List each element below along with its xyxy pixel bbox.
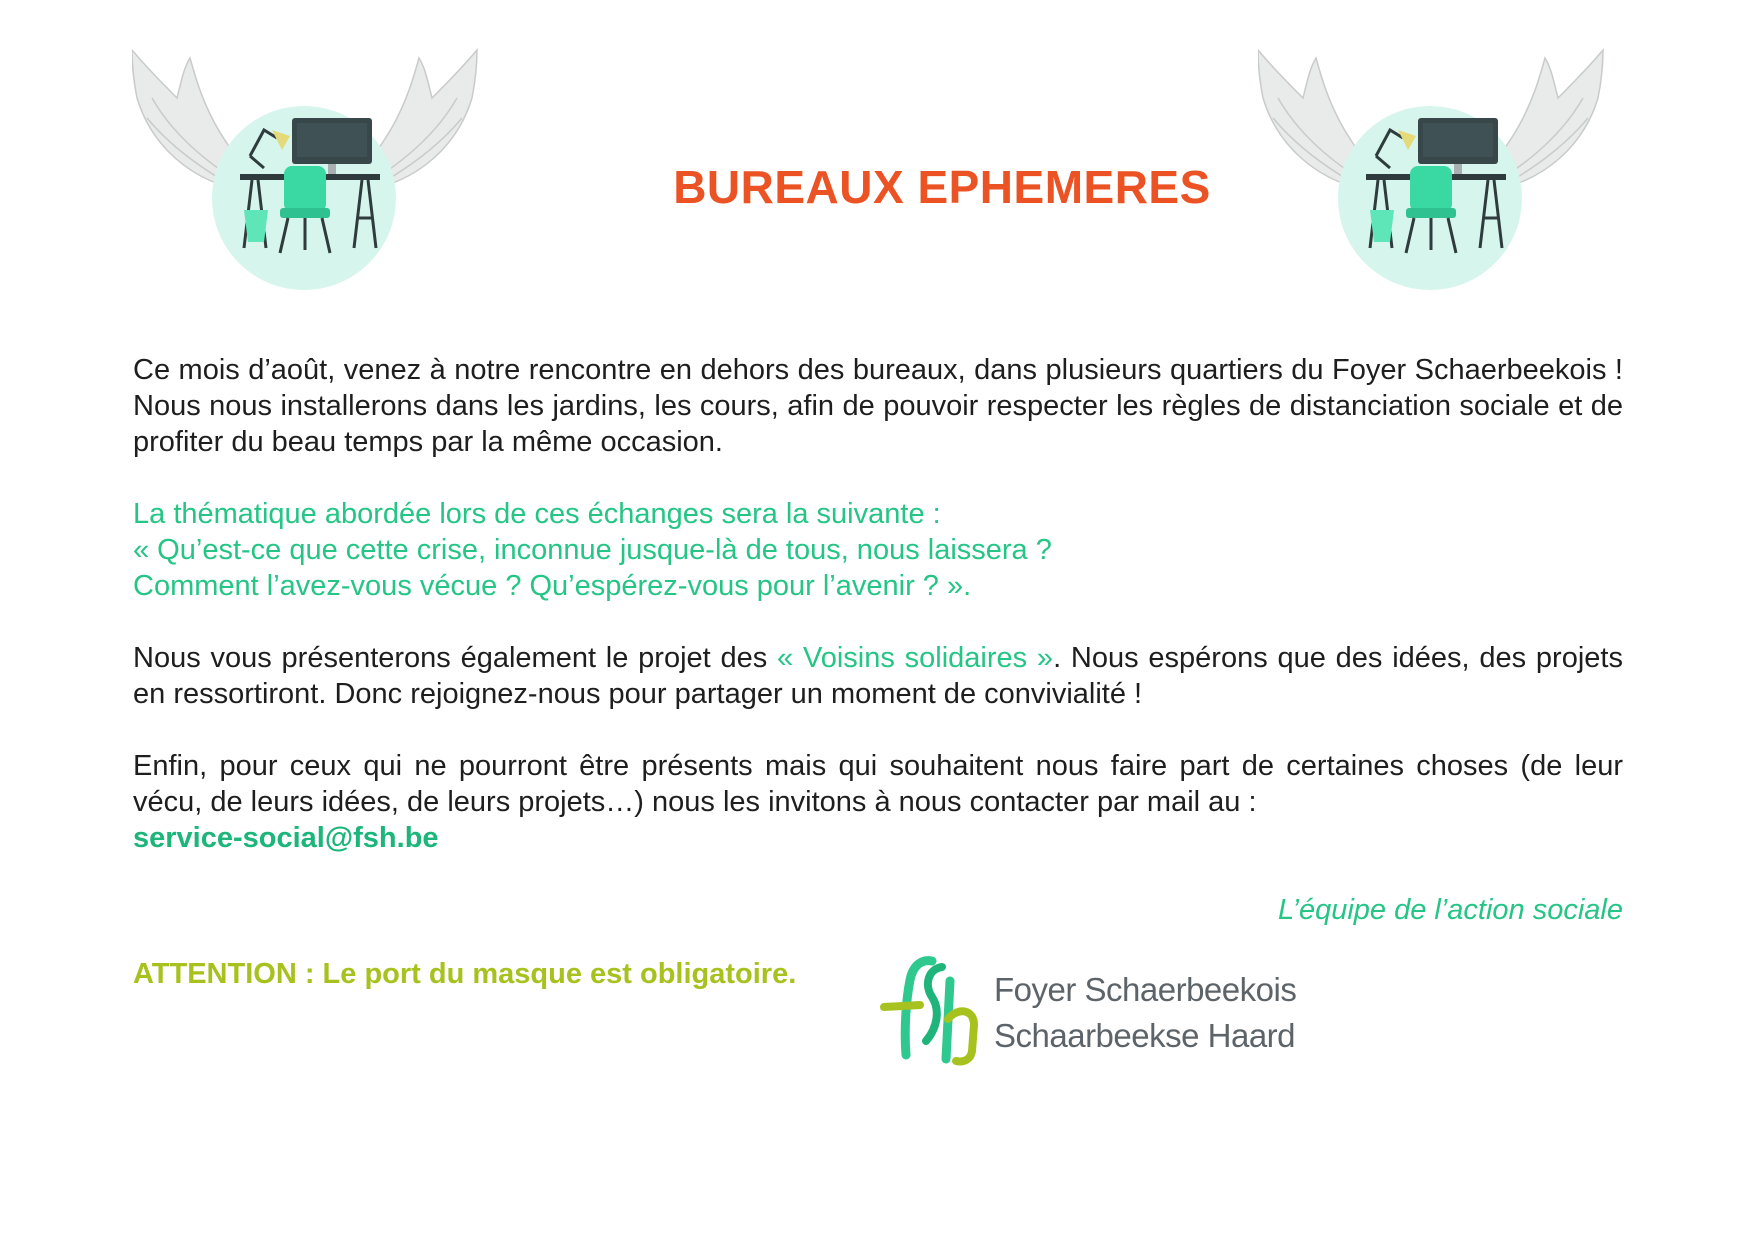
contact-text: Enfin, pour ceux qui ne pourront être présents mais qui souhaitent nous faire part de certaines choses (de leur vécu, de leurs idées, de leurs projets…) nous les invitons à nous contacter par mail au : [133,750,1623,818]
voisins-solidaires-highlight: « Voisins solidaires » [777,642,1054,674]
fsh-logo [876,955,1296,1067]
attention-notice: ATTENTION : Le port du masque est obligatoire. [133,958,797,990]
signature: L’équipe de l’action sociale [1277,894,1623,926]
logo-line-2: Schaarbeekse Haard [994,1017,1296,1054]
theme-line-1: La thématique abordée lors de ces échanges sera la suivante : [133,498,941,530]
project-paragraph [133,640,1623,712]
theme-line-2: « Qu’est-ce que cette crise, inconnue jusque-là de tous, nous laissera ? [133,534,1052,566]
project-text-start: Nous vous présenterons également le projet des [133,642,778,674]
logo-line-1: Foyer Schaerbeekois [994,971,1297,1008]
email-link[interactable]: service-social@fsh.be [133,822,439,854]
theme-line-3: Comment l’avez-vous vécue ? Qu’espérez-vous pour l’avenir ? ». [133,570,972,602]
page-title: BUREAUX EPHEMERES [673,161,1211,213]
main-content [133,352,1623,928]
theme-block [133,496,1623,604]
intro-paragraph: Ce mois d’août, venez à notre rencontre en dehors des bureaux, dans plusieurs quartiers du Foyer Schaerbeekois ! Nous nous installerons dans les jardins, les cours, afin de pouvoir respecter les règles de distanciation sociale et de profiter du beau temps par la même occasion. [133,354,1623,458]
project-text-end: . Nous espérons que des idées, des projets en ressortiront. Donc rejoignez-nous pour partager un moment de convivialité ! [133,642,1623,710]
logo-text [994,967,1296,1059]
fsh-logo-mark [876,955,986,1067]
contact-paragraph [133,748,1623,856]
